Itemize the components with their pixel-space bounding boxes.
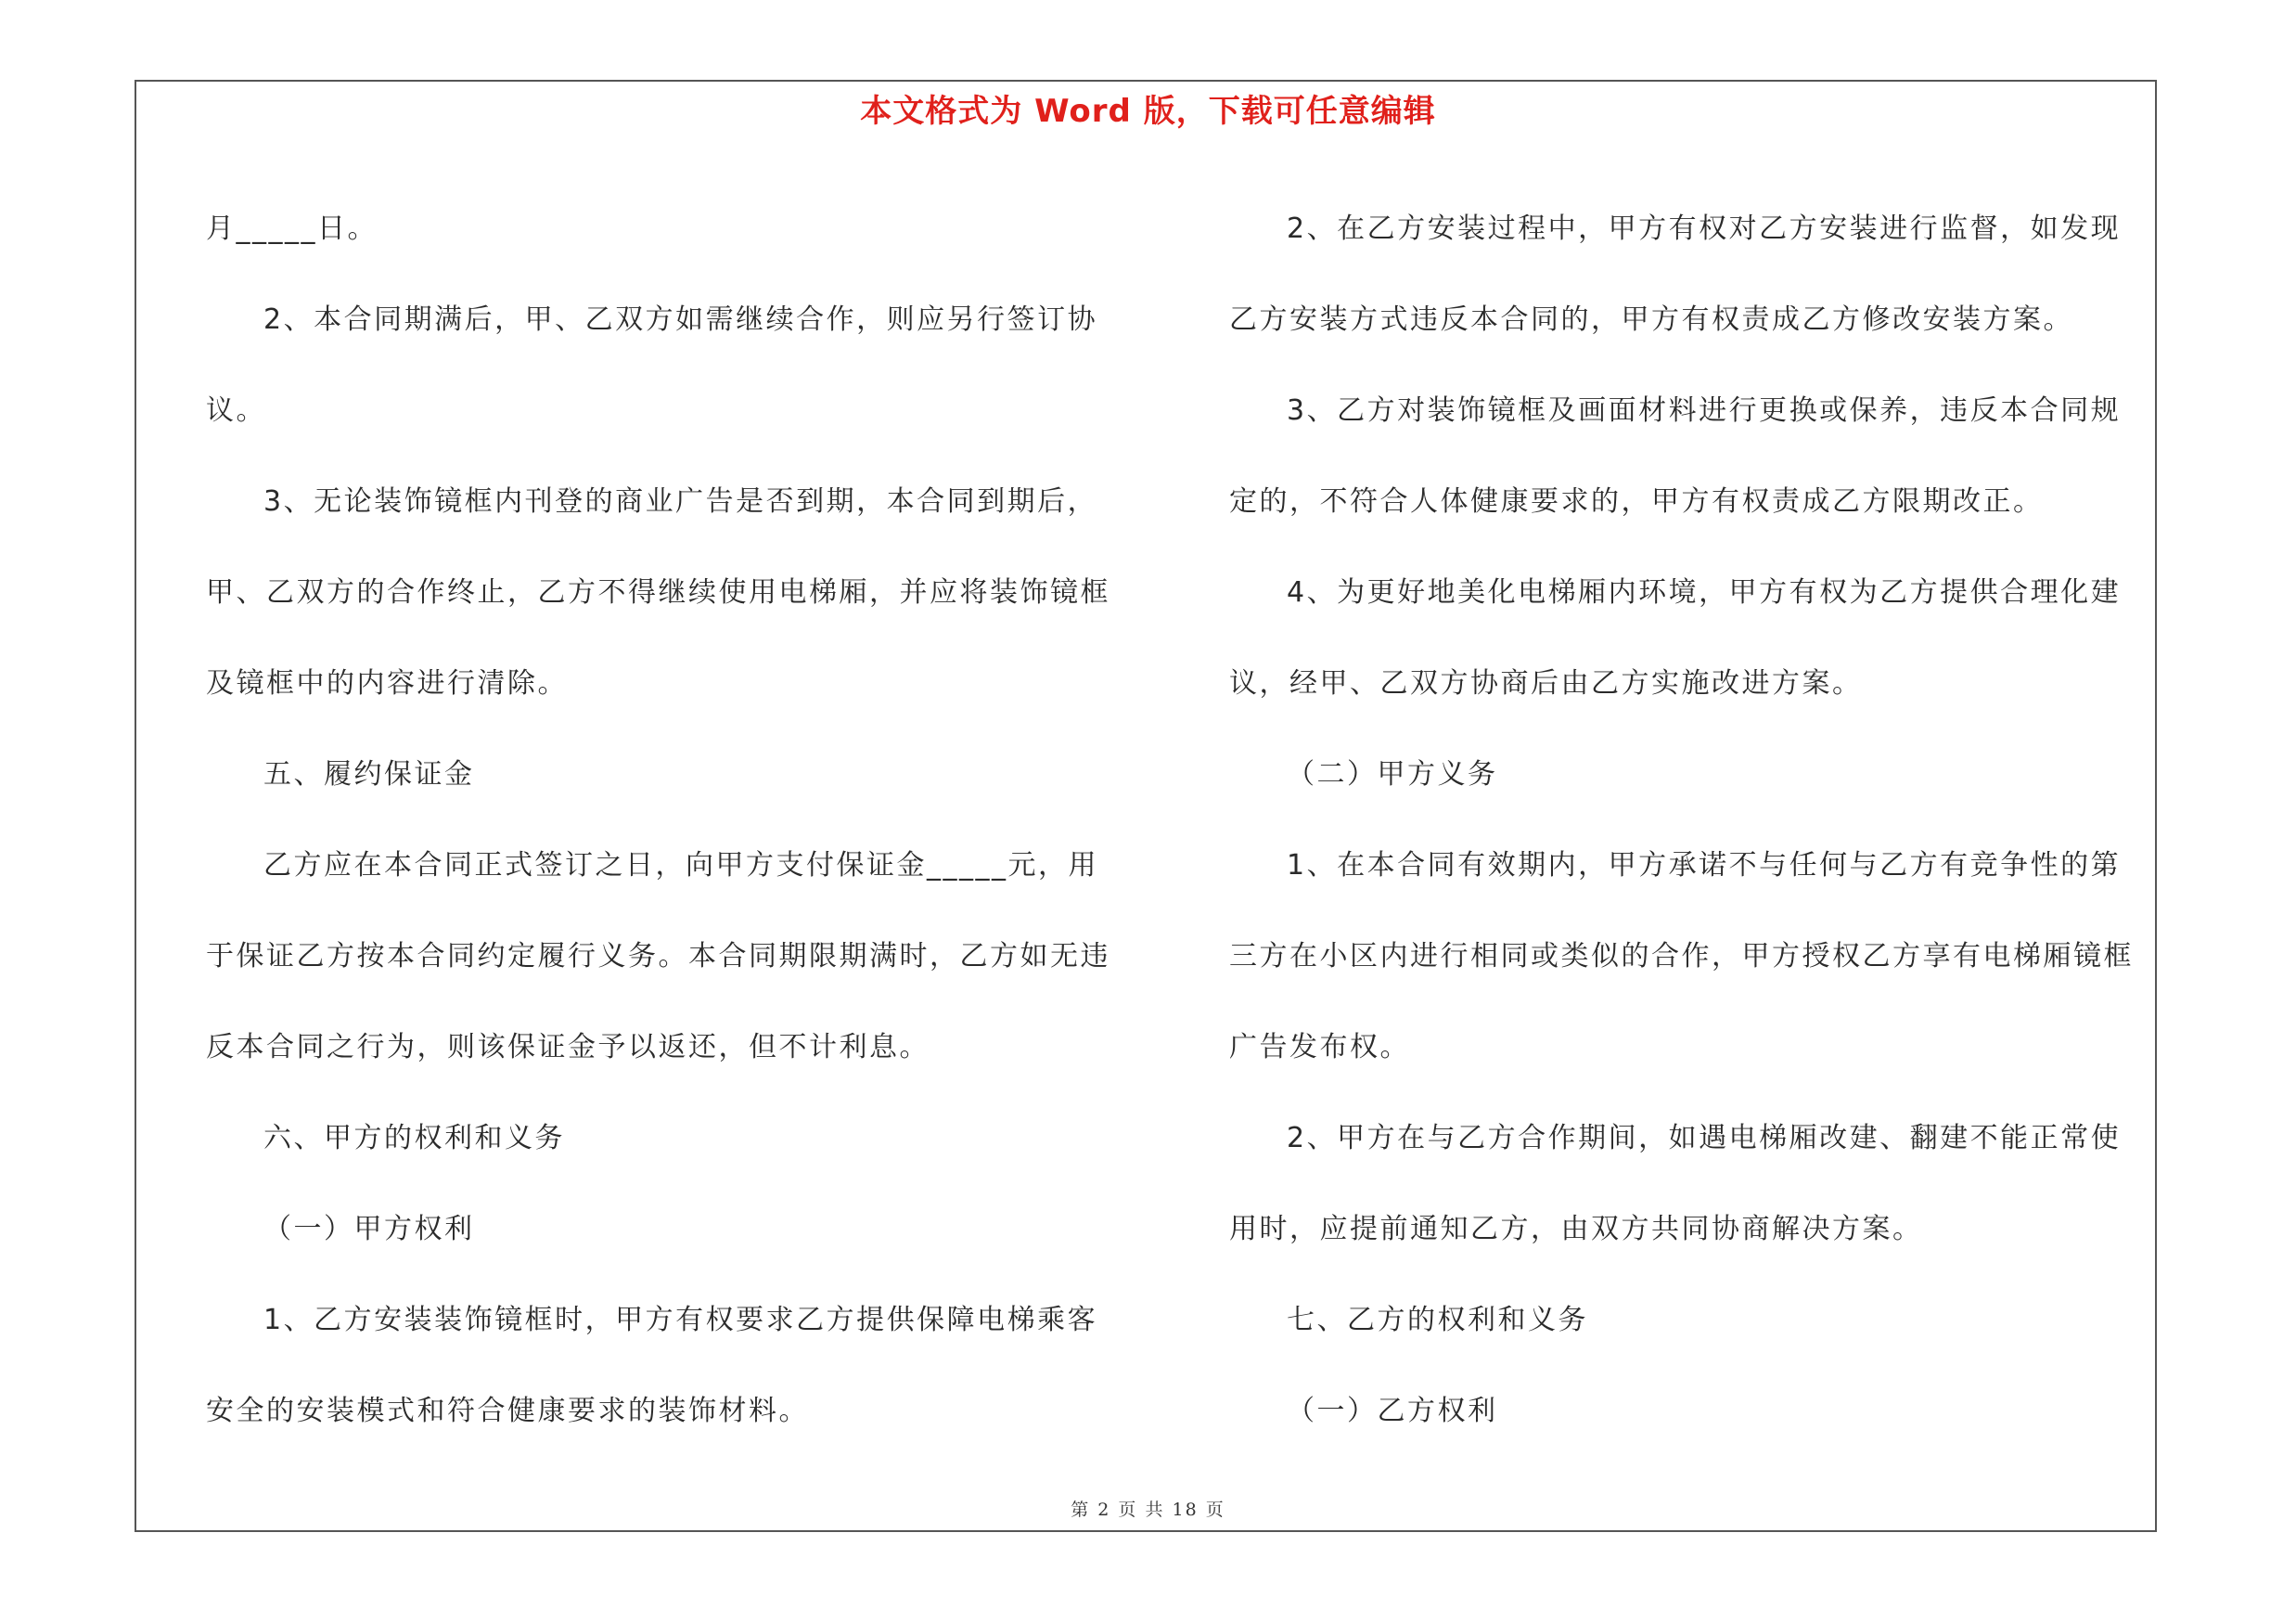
right-line-7: （二）甲方义务 [1287, 758, 1498, 791]
left-line-3: 议。 [206, 394, 266, 427]
left-line-11: 六、甲方的权利和义务 [263, 1122, 565, 1154]
left-line-12: （一）甲方权利 [263, 1213, 475, 1245]
left-line-2: 2、本合同期满后，甲、乙双方如需继续合作，则应另行签订协 [263, 303, 1098, 336]
right-line-1: 2、在乙方安装过程中，甲方有权对乙方安装进行监督，如发现 [1287, 213, 2122, 245]
right-line-12: 用时，应提前通知乙方，由双方共同协商解决方案。 [1229, 1213, 1923, 1245]
left-line-5: 甲、乙双方的合作终止，乙方不得继续使用电梯厢，并应将装饰镜框 [206, 576, 1110, 609]
right-line-11: 2、甲方在与乙方合作期间，如遇电梯厢改建、翻建不能正常使 [1287, 1122, 2122, 1154]
right-line-9: 三方在小区内进行相同或类似的合作，甲方授权乙方享有电梯厢镜框 [1229, 940, 2134, 973]
right-line-6: 议，经甲、乙双方协商后由乙方实施改进方案。 [1229, 667, 1863, 700]
left-line-6: 及镜框中的内容进行清除。 [206, 667, 568, 700]
right-line-13: 七、乙方的权利和义务 [1287, 1304, 1588, 1336]
left-line-14: 安全的安装模式和符合健康要求的装饰材料。 [206, 1395, 809, 1427]
right-line-8: 1、在本合同有效期内，甲方承诺不与任何与乙方有竞争性的第 [1287, 849, 2122, 882]
right-line-4: 定的，不符合人体健康要求的，甲方有权责成乙方限期改正。 [1229, 485, 2044, 518]
right-line-14: （一）乙方权利 [1287, 1395, 1498, 1427]
left-line-7: 五、履约保证金 [263, 758, 475, 791]
right-line-10: 广告发布权。 [1229, 1031, 1410, 1063]
left-line-4: 3、无论装饰镜框内刊登的商业广告是否到期，本合同到期后， [263, 485, 1098, 518]
left-line-8: 乙方应在本合同正式签订之日，向甲方支付保证金_____元，用 [263, 849, 1098, 882]
right-line-2: 乙方安装方式违反本合同的，甲方有权责成乙方修改安装方案。 [1229, 303, 2073, 336]
left-line-10: 反本合同之行为，则该保证金予以返还，但不计利息。 [206, 1031, 930, 1063]
right-line-5: 4、为更好地美化电梯厢内环境，甲方有权为乙方提供合理化建 [1287, 576, 2122, 609]
page-number: 第 2 页 共 18 页 [1071, 1500, 1225, 1520]
word-format-banner: 本文格式为 Word 版，下载可任意编辑 [860, 93, 1436, 130]
left-line-1: 月_____日。 [206, 213, 378, 245]
left-line-13: 1、乙方安装装饰镜框时，甲方有权要求乙方提供保障电梯乘客 [263, 1304, 1098, 1336]
left-line-9: 于保证乙方按本合同约定履行义务。本合同期限期满时，乙方如无违 [206, 940, 1110, 973]
left-text-column [206, 184, 1134, 1457]
right-line-3: 3、乙方对装饰镜框及画面材料进行更换或保养，违反本合同规 [1287, 394, 2122, 427]
right-text-column [1229, 184, 2157, 1457]
